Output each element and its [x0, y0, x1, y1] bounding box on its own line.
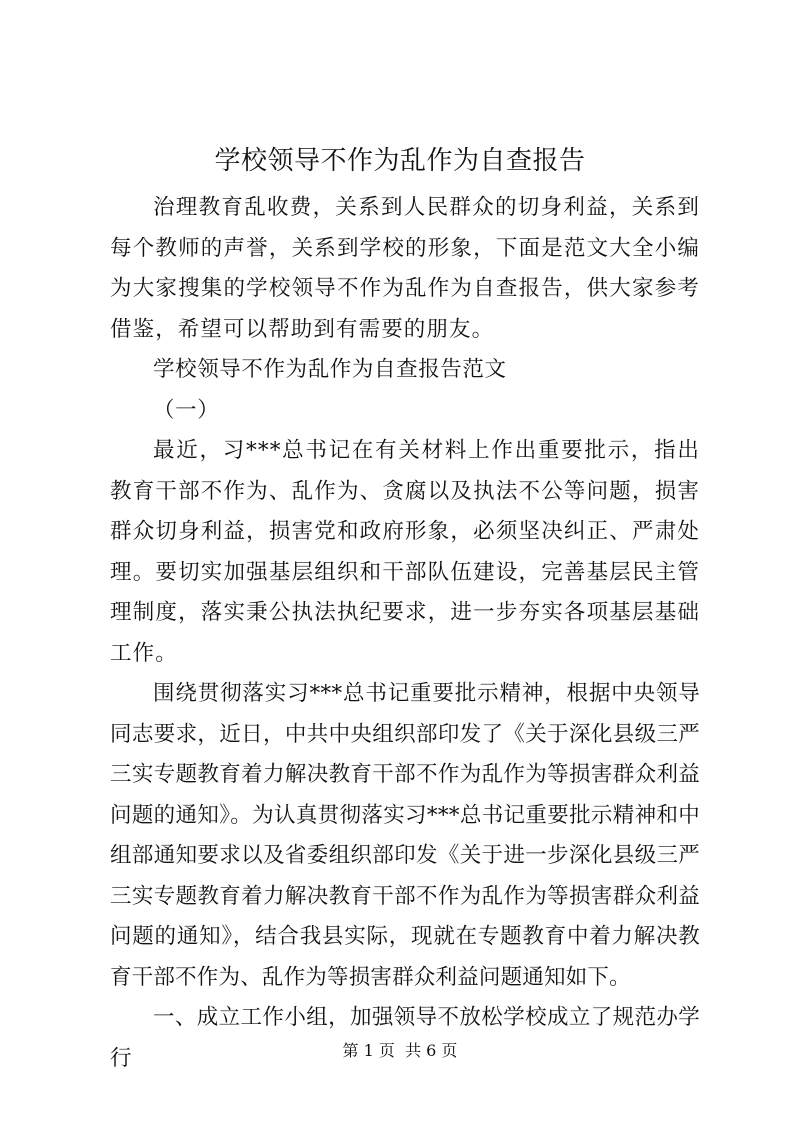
page-footer: 第 1 页 共 6 页	[342, 1041, 458, 1060]
paragraph-section-number: （一）	[153, 397, 220, 423]
document-title: 学校领导不作为乱作为自查报告	[214, 146, 586, 176]
paragraph-notice: 围绕贯彻落实习***总书记重要批示精神，根据中央领导同志要求，近日，中共中央组织部印发了《关于深化县级三严三实专题教育着力解决教育干部不作为乱作为等损害群众利益问题的通知》。为认真贯彻落实习***总书记重要批示精神和中组部通知要求以及省委组织部印发《关于进一步深化县级三严三实专题教育着力解决教育干部不作为乱作为等损害群众利益问题的通知》，结合我县实际，现就在专题教育中着力解决教育干部不作为、乱作为等损害群众利益问题通知如下。	[110, 681, 700, 990]
document-body	[110, 188, 700, 1079]
paragraph-section-one: 一、成立工作小组，加强领导不放松学校成立了规范办学行	[110, 1005, 700, 1071]
paragraph-intro: 治理教育乱收费，关系到人民群众的切身利益，关系到每个教师的声誉，关系到学校的形象，下面是范文大全小编为大家搜集的学校领导不作为乱作为自查报告，供大家参考借鉴，希望可以帮助到有需要的朋友。	[110, 195, 700, 342]
paragraph-subtitle: 学校领导不作为乱作为自查报告范文	[153, 357, 507, 382]
paragraph-instruction: 最近，习***总书记在有关材料上作出重要批示，指出教育干部不作为、乱作为、贪腐以及执法不公等问题，损害群众切身利益，损害党和政府形象，必须坚决纠正、严肃处理。要切实加强基层组织和干部队伍建设，完善基层民主管理制度，落实秉公执法执纪要求，进一步夯实各项基层基础工作。	[110, 438, 700, 666]
